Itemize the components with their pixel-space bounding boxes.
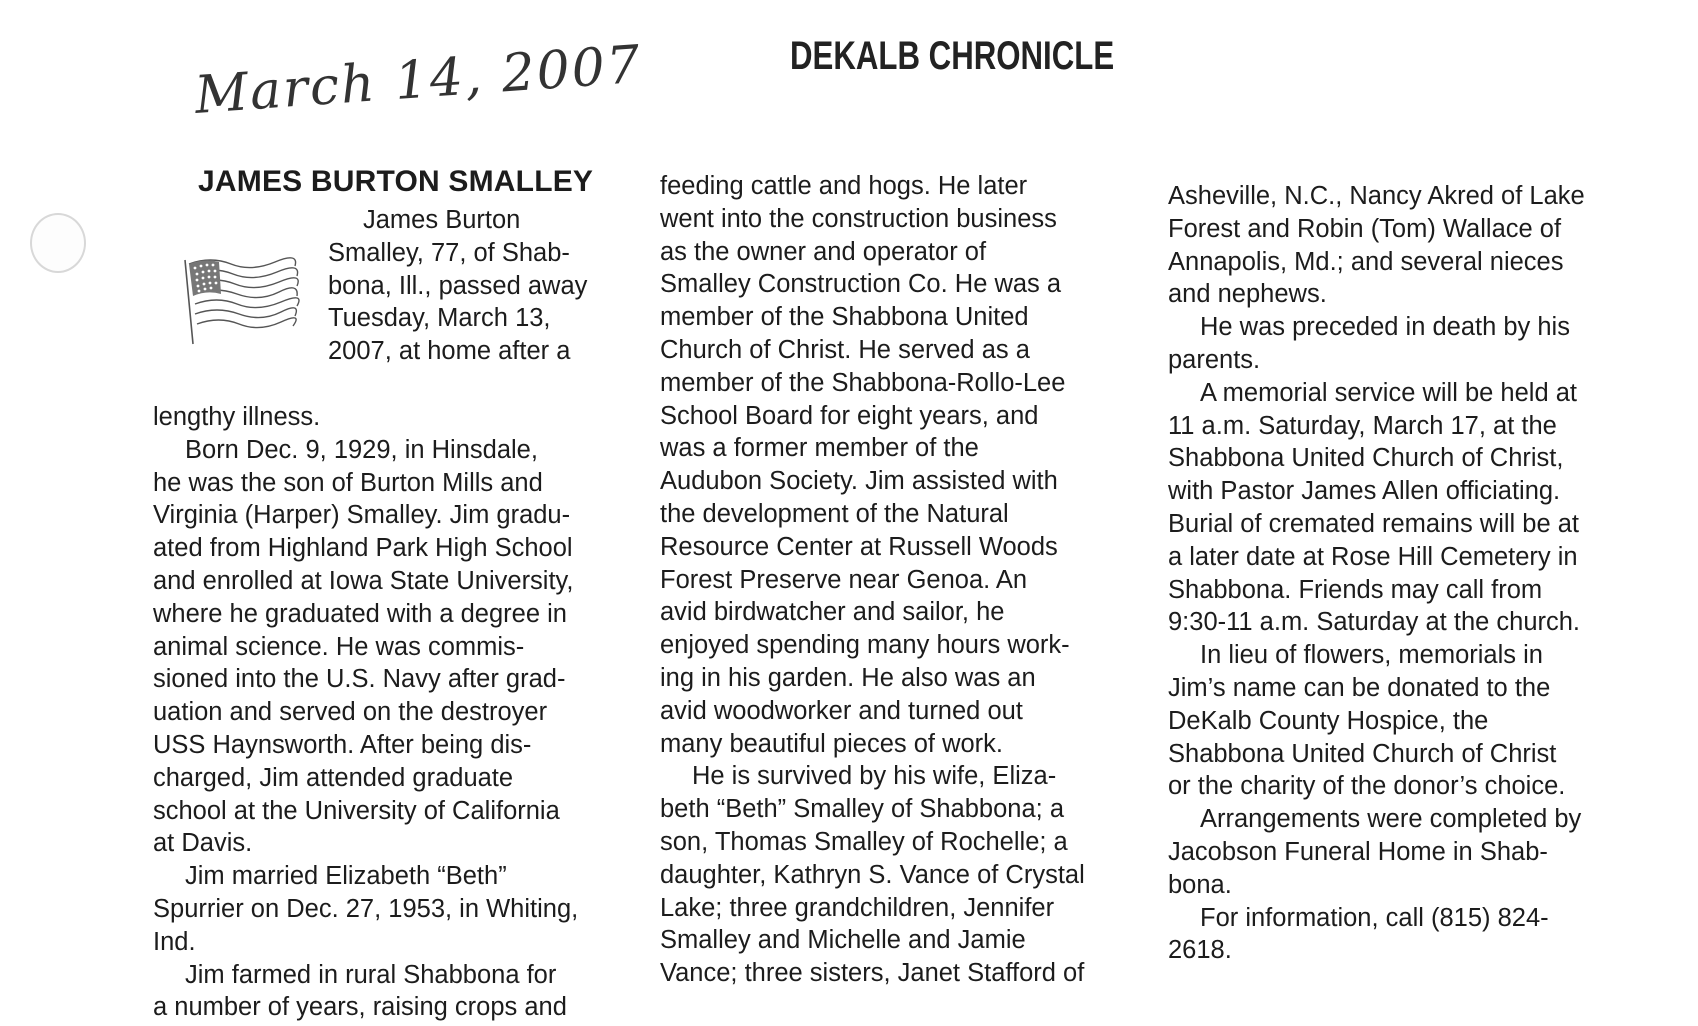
text-line: as the owner and operator of bbox=[660, 237, 987, 266]
text-line: animal science. He was commis- bbox=[153, 632, 525, 661]
text-line: In lieu of flowers, memorials in bbox=[1200, 641, 1543, 670]
text-line: 9:30-11 a.m. Saturday at the church. bbox=[1168, 608, 1581, 637]
text-line: a later date at Rose Hill Cemetery in bbox=[1168, 542, 1578, 571]
intro-line: Tuesday, March 13, bbox=[328, 304, 551, 333]
text-line: Jacobson Funeral Home in Shab- bbox=[1168, 837, 1548, 866]
text-line: He was preceded in death by his bbox=[1200, 313, 1570, 342]
text-line: DeKalb County Hospice, the bbox=[1168, 706, 1489, 735]
intro-lines bbox=[328, 204, 587, 368]
text-line: Spurrier on Dec. 27, 1953, in Whiting, bbox=[153, 894, 579, 923]
text-line: school at the University of California bbox=[153, 796, 560, 825]
text-line: charged, Jim attended graduate bbox=[153, 763, 514, 792]
text-line: where he graduated with a degree in bbox=[153, 599, 567, 628]
intro-line: bona, Ill., passed away bbox=[328, 271, 588, 300]
text-line: 11 a.m. Saturday, March 17, at the bbox=[1168, 411, 1557, 440]
text-line: Jim farmed in rural Shabbona for bbox=[185, 960, 557, 989]
text-line: Asheville, N.C., Nancy Akred of Lake bbox=[1168, 182, 1585, 210]
text-line: Ind. bbox=[153, 927, 196, 956]
handwritten-date: March 14, 2007 bbox=[192, 34, 644, 126]
text-line: many beautiful pieces of work. bbox=[660, 729, 1004, 758]
text-line: bona. bbox=[1168, 870, 1232, 899]
text-line: feeding cattle and hogs. He later bbox=[660, 172, 1028, 200]
obituary-headline: JAMES BURTON SMALLEY bbox=[198, 165, 594, 198]
text-line: Audubon Society. Jim assisted with bbox=[660, 467, 1058, 496]
intro-line: James Burton bbox=[363, 206, 521, 234]
obituary-column-3 bbox=[1168, 180, 1648, 967]
punch-hole bbox=[30, 213, 86, 273]
text-line: enjoyed spending many hours work- bbox=[660, 631, 1070, 660]
text-line: beth “Beth” Smalley of Shabbona; a bbox=[660, 795, 1065, 824]
text-line: Annapolis, Md.; and several nieces bbox=[1168, 247, 1564, 276]
text-line: A memorial service will be held at bbox=[1200, 378, 1577, 407]
text-line: he was the son of Burton Mills and bbox=[153, 468, 543, 497]
text-line: Resource Center at Russell Woods bbox=[660, 532, 1058, 561]
text-line: and nephews. bbox=[1168, 280, 1327, 309]
text-line: USS Haynsworth. After being dis- bbox=[153, 730, 532, 759]
american-flag-icon bbox=[171, 252, 301, 352]
intro-line: 2007, at home after a bbox=[328, 337, 571, 366]
text-line: member of the Shabbona United bbox=[660, 303, 1029, 332]
text-line: avid woodworker and turned out bbox=[660, 696, 1023, 725]
text-line: Virginia (Harper) Smalley. Jim gradu- bbox=[153, 501, 571, 530]
text-line: was a former member of the bbox=[660, 434, 979, 463]
obituary-column-2 bbox=[660, 170, 1140, 990]
text-line: son, Thomas Smalley of Rochelle; a bbox=[660, 827, 1068, 856]
text-line: Shabbona. Friends may call from bbox=[1168, 575, 1543, 604]
text-line: Smalley and Michelle and Jamie bbox=[660, 926, 1026, 955]
text-line: He is survived by his wife, Eliza- bbox=[692, 762, 1057, 791]
intro-line: Smalley, 77, of Shab- bbox=[328, 238, 570, 267]
text-line: Jim’s name can be donated to the bbox=[1168, 673, 1551, 702]
text-line: Smalley Construction Co. He was a bbox=[660, 270, 1062, 299]
text-line: or the charity of the donor’s choice. bbox=[1168, 772, 1566, 801]
text-line: ated from Highland Park High School bbox=[153, 534, 573, 563]
text-line: avid birdwatcher and sailor, he bbox=[660, 598, 1005, 627]
text-line: parents. bbox=[1168, 345, 1261, 374]
text-line: School Board for eight years, and bbox=[660, 401, 1039, 430]
text-line: lengthy illness. bbox=[153, 403, 321, 431]
newspaper-masthead: DEKALB CHRONICLE bbox=[790, 34, 1115, 78]
text-line: Jim married Elizabeth “Beth” bbox=[185, 862, 507, 891]
text-line: Church of Christ. He served as a bbox=[660, 335, 1030, 364]
text-line: For information, call (815) 824- bbox=[1200, 903, 1549, 932]
text-line: uation and served on the destroyer bbox=[153, 698, 548, 727]
text-line: Arrangements were completed by bbox=[1200, 805, 1582, 834]
text-line: Born Dec. 9, 1929, in Hinsdale, bbox=[185, 435, 538, 464]
text-line: Vance; three sisters, Janet Stafford of bbox=[660, 959, 1085, 988]
text-line: 2618. bbox=[1168, 936, 1232, 965]
text-line: ing in his garden. He also was an bbox=[660, 663, 1036, 692]
text-line: member of the Shabbona-Rollo-Lee bbox=[660, 368, 1066, 397]
text-line: at Davis. bbox=[153, 829, 253, 858]
text-line: went into the construction business bbox=[660, 204, 1057, 233]
text-line: daughter, Kathryn S. Vance of Crystal bbox=[660, 860, 1085, 889]
text-line: and enrolled at Iowa State University, bbox=[153, 566, 574, 595]
obituary-column-1 bbox=[153, 165, 633, 1024]
text-line: the development of the Natural bbox=[660, 499, 1009, 528]
text-line: Lake; three grandchildren, Jennifer bbox=[660, 893, 1055, 922]
text-line: Forest and Robin (Tom) Wallace of bbox=[1168, 214, 1562, 243]
text-line: sioned into the U.S. Navy after grad- bbox=[153, 665, 566, 694]
text-line: Forest Preserve near Genoa. An bbox=[660, 565, 1028, 594]
text-line: Shabbona United Church of Christ, bbox=[1168, 444, 1564, 473]
intro-block bbox=[153, 204, 633, 401]
text-line: Shabbona United Church of Christ bbox=[1168, 739, 1557, 768]
text-line: Burial of cremated remains will be at bbox=[1168, 509, 1580, 538]
text-line: a number of years, raising crops and bbox=[153, 993, 567, 1022]
text-line: with Pastor James Allen officiating. bbox=[1168, 477, 1561, 506]
